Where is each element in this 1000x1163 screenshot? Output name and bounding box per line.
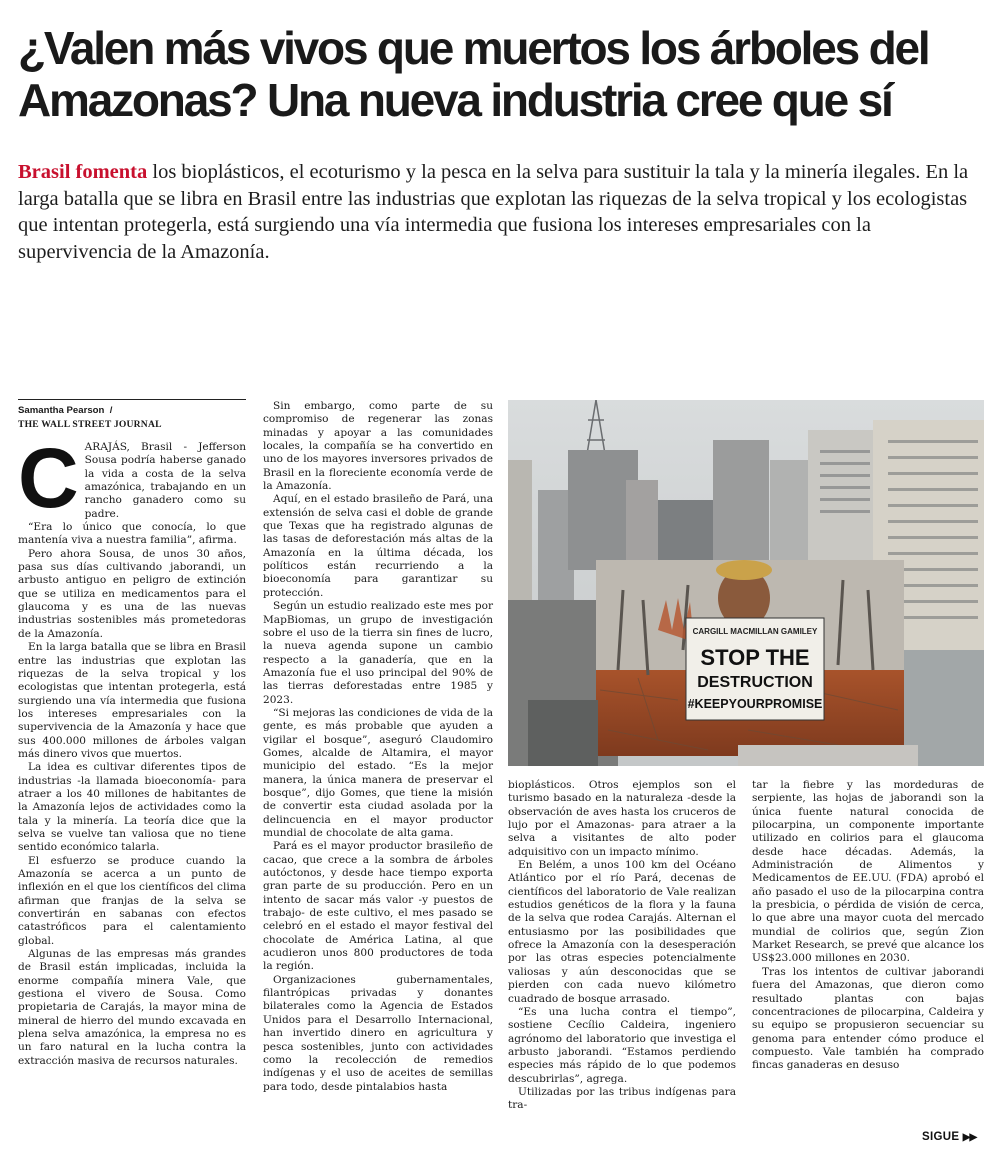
lead-paragraph [18, 159, 988, 265]
article-paragraph: Utilizadas por las tribus indígenas para tra- [508, 1085, 736, 1112]
article-paragraph: La idea es cultivar diferentes tipos de industrias -la llamada bioeconomía- para atraer a los 40 millones de habitantes de la Amazonía lejos de actividades como la tala y la minería. La teoría dice que la selva se vuelve tan valiosa que no tiene sentido económico talarla. [18, 761, 246, 854]
article-paragraph: En Belém, a unos 100 km del Océano Atlántico por el río Pará, decenas de científicos del laboratorio de Vale realizan estudios genéticos de la flora y la fauna de la selva que rodea Carajás. Alternan el entusiasmo por las posibilidades que ofrece la Amazonía con la desesperación por las otras especies potencialmente valiosas y aún desconocidas que se pierden con cada nuevo kilómetro cuadrado de bosque arrasado. [508, 859, 736, 1005]
byline [18, 399, 246, 431]
article-paragraph: “Si mejoras las condiciones de vida de la gente, es más probable que ayuden a vigilar el bosque”, aseguró Claudomiro Gomes, alcalde de Altamira, el mayor municipio del estado. “Es la mejor manera, la única manera de preservar el bosque”, dijo Gomes, que tiene la misión de convertir esta ciudad asolada por la delincuencia en el mayor productor mundial de chocolate de alta gama. [263, 706, 493, 839]
article-column-4 [752, 779, 984, 1073]
lead-text: los bioplásticos, el ecoturismo y la pesca en la selva para sustituir la tala y la minería ilegales. En la larga batalla que se libra en Brasil entre las industrias que explotan las riquezas de la selva tropical y los ecologistas que intentan protegerla, está surgiendo una vía intermedia que fusiona los intereses empresariales con la supervivencia de la Amazonía. [18, 161, 969, 263]
article-paragraph: El esfuerzo se produce cuando la Amazonía se acerca a un punto de inflexión en el que los científicos del clima afirman que franjas de la selva se convertirán en sabanas con efectos catastróficos para el calentamiento global. [18, 854, 246, 947]
article-paragraph: Algunas de las empresas más grandes de Brasil están implicadas, incluida la enorme compañía minera Vale, que gestiona el vivero de Sousa. Como propietaria de Carajás, la mayor mina de mineral de hierro del mundo excavada en plena selva amazónica, la empresa no es un faro natural en la lucha contra la extracción masiva de recursos naturales. [18, 948, 246, 1067]
article-paragraph: Organizaciones gubernamentales, filantrópicas privadas y donantes bilaterales como la Agencia de Estados Unidos para el Desarrollo Internacional, han invertido dinero en agricultura y pesca sostenibles, junto con actividades como la recolección de remedios indígenas y el uso de aceites de semillas para todo, desde pintalabios hasta [263, 973, 493, 1093]
byline-separator: / [109, 405, 113, 416]
article-paragraph: Sin embargo, como parte de su compromiso de regenerar las zonas minadas y apoyar a las comunidades locales, la compañía se ha convertido en uno de los mayores inversores privados de Brasil en la floreciente economía verde de la Amazonía. [263, 400, 493, 493]
continue-marker [922, 1131, 976, 1143]
article-paragraph: tar la fiebre y las mordeduras de serpiente, las hojas de jaborandi son la única fuente natural conocida de pilocarpina, un componente importante utilizado en colirios para el glaucoma desde hace décadas. Además, la Administración de Alimentos y Medicamentos de EE.UU. (FDA) aprobó el año pasado el uso de la pilocarpina contra la presbicia, o pérdida de visión de cerca, lo que abre una mayor cuota del mercado mundial de colirios que, según Zion Market Research, se prevé que alcance los US$23.000 millones en 2030. [752, 779, 984, 965]
article-paragraph: “Era lo único que conocía, lo que mantenía viva a nuestra familia”, afirma. [18, 521, 246, 547]
continue-label: SIGUE [922, 1131, 960, 1143]
mural-sign-line1: STOP THE [700, 645, 810, 670]
byline-author: Samantha Pearson [18, 405, 105, 416]
lead-kicker: Brasil fomenta [18, 161, 148, 183]
byline-publication: THE WALL STREET JOURNAL [18, 418, 162, 430]
article-column-3 [508, 779, 736, 1113]
mural-sign-line2: DESTRUCTION [697, 674, 813, 691]
article-paragraph: Pará es el mayor productor brasileño de cacao, que crece a la sombra de árboles autóctonos, y desde hace tiempo exporta gran parte de su producción. Pero en un intento de sacar más valor -y puestos de trabajo- de este cultivo, el mes pasado se celebró en el estado el mayor festival del chocolate de América Latina, al que acudieron unos 800 productores de toda la región. [263, 840, 493, 973]
article-column-1 [18, 431, 246, 1068]
article-paragraph: Según un estudio realizado este mes por MapBiomas, un grupo de investigación sobre el uso de la tierra sin fines de lucro, la nueva agenda supone un cambio respecto a la ganadería, que en la Amazonía fue el uso principal del 90% de las tierras deforestadas entre 1985 y 2023. [263, 600, 493, 706]
mural-sign-line3: #KEEPYOURPROMISE [687, 697, 823, 711]
article-paragraph: “Es una lucha contra el tiempo”, sostiene Cecílio Caldeira, ingeniero agrónomo del laboratorio que investiga el arbusto jaborandi. “Estamos perdiendo especies más rápido de lo que podemos descubrirlas”, agrega. [508, 1005, 736, 1085]
article-paragraph: Tras los intentos de cultivar jaborandi fuera del Amazonas, que dieron como resultado plantas con bajas concentraciones de pilocarpina, Caldeira y su equipo se propusieron secuenciar su genoma para entender cómo produce el compuesto. Vale también ha comprado fincas ganaderas en desuso [752, 965, 984, 1072]
article-paragraph: Aquí, en el estado brasileño de Pará, una extensión de selva casi el doble de grande que Texas que ha registrado algunas de las tasas de deforestación más altas de la Amazonía en la última década, los políticos están recurriendo a la bioeconomía para garantizar su protección. [263, 493, 493, 599]
article-paragraph: CARAJÁS, Brasil - Jefferson Sousa podría haberse ganado la vida a costa de la selva amazónica, trabajando en un rancho ganadero como su padre. [18, 431, 246, 525]
mural-sign-name: CARGILL MACMILLAN GAMILEY [692, 627, 818, 636]
article-paragraph: bioplásticos. Otros ejemplos son el turismo basado en la naturaleza -desde la observación de aves hasta los cruceros de lujo por el Amazonas- para atraer a la selva a visitantes de alto poder adquisitivo con un impacto mínimo. [508, 779, 736, 858]
drop-cap: C [18, 431, 79, 525]
continue-arrow-icon: ▶▶ [962, 1132, 977, 1143]
article-column-2 [263, 400, 493, 1094]
article-photo [508, 400, 984, 766]
headline: ¿Valen más vivos que muertos los árboles del Amazonas? Una nueva industria cree que sí [18, 22, 929, 126]
article-paragraph: Pero ahora Sousa, de unos 30 años, pasa sus días cultivando jaborandi, un arbusto antiguo en peligro de extinción que se utiliza en medicamentos para el glaucoma y es una de las nuevas industrias sostenibles más prometedoras de la Amazonía. [18, 547, 246, 640]
article-paragraph: En la larga batalla que se libra en Brasil entre las industrias que explotan las riquezas de la selva tropical y los ecologistas que intentan protegerla, está surgiendo una vía intermedia que fusiona los intereses empresariales con la supervivencia de la Amazonía y hace que sus 400.000 millones de árboles valgan más dinero vivos que muertos. [18, 641, 246, 760]
